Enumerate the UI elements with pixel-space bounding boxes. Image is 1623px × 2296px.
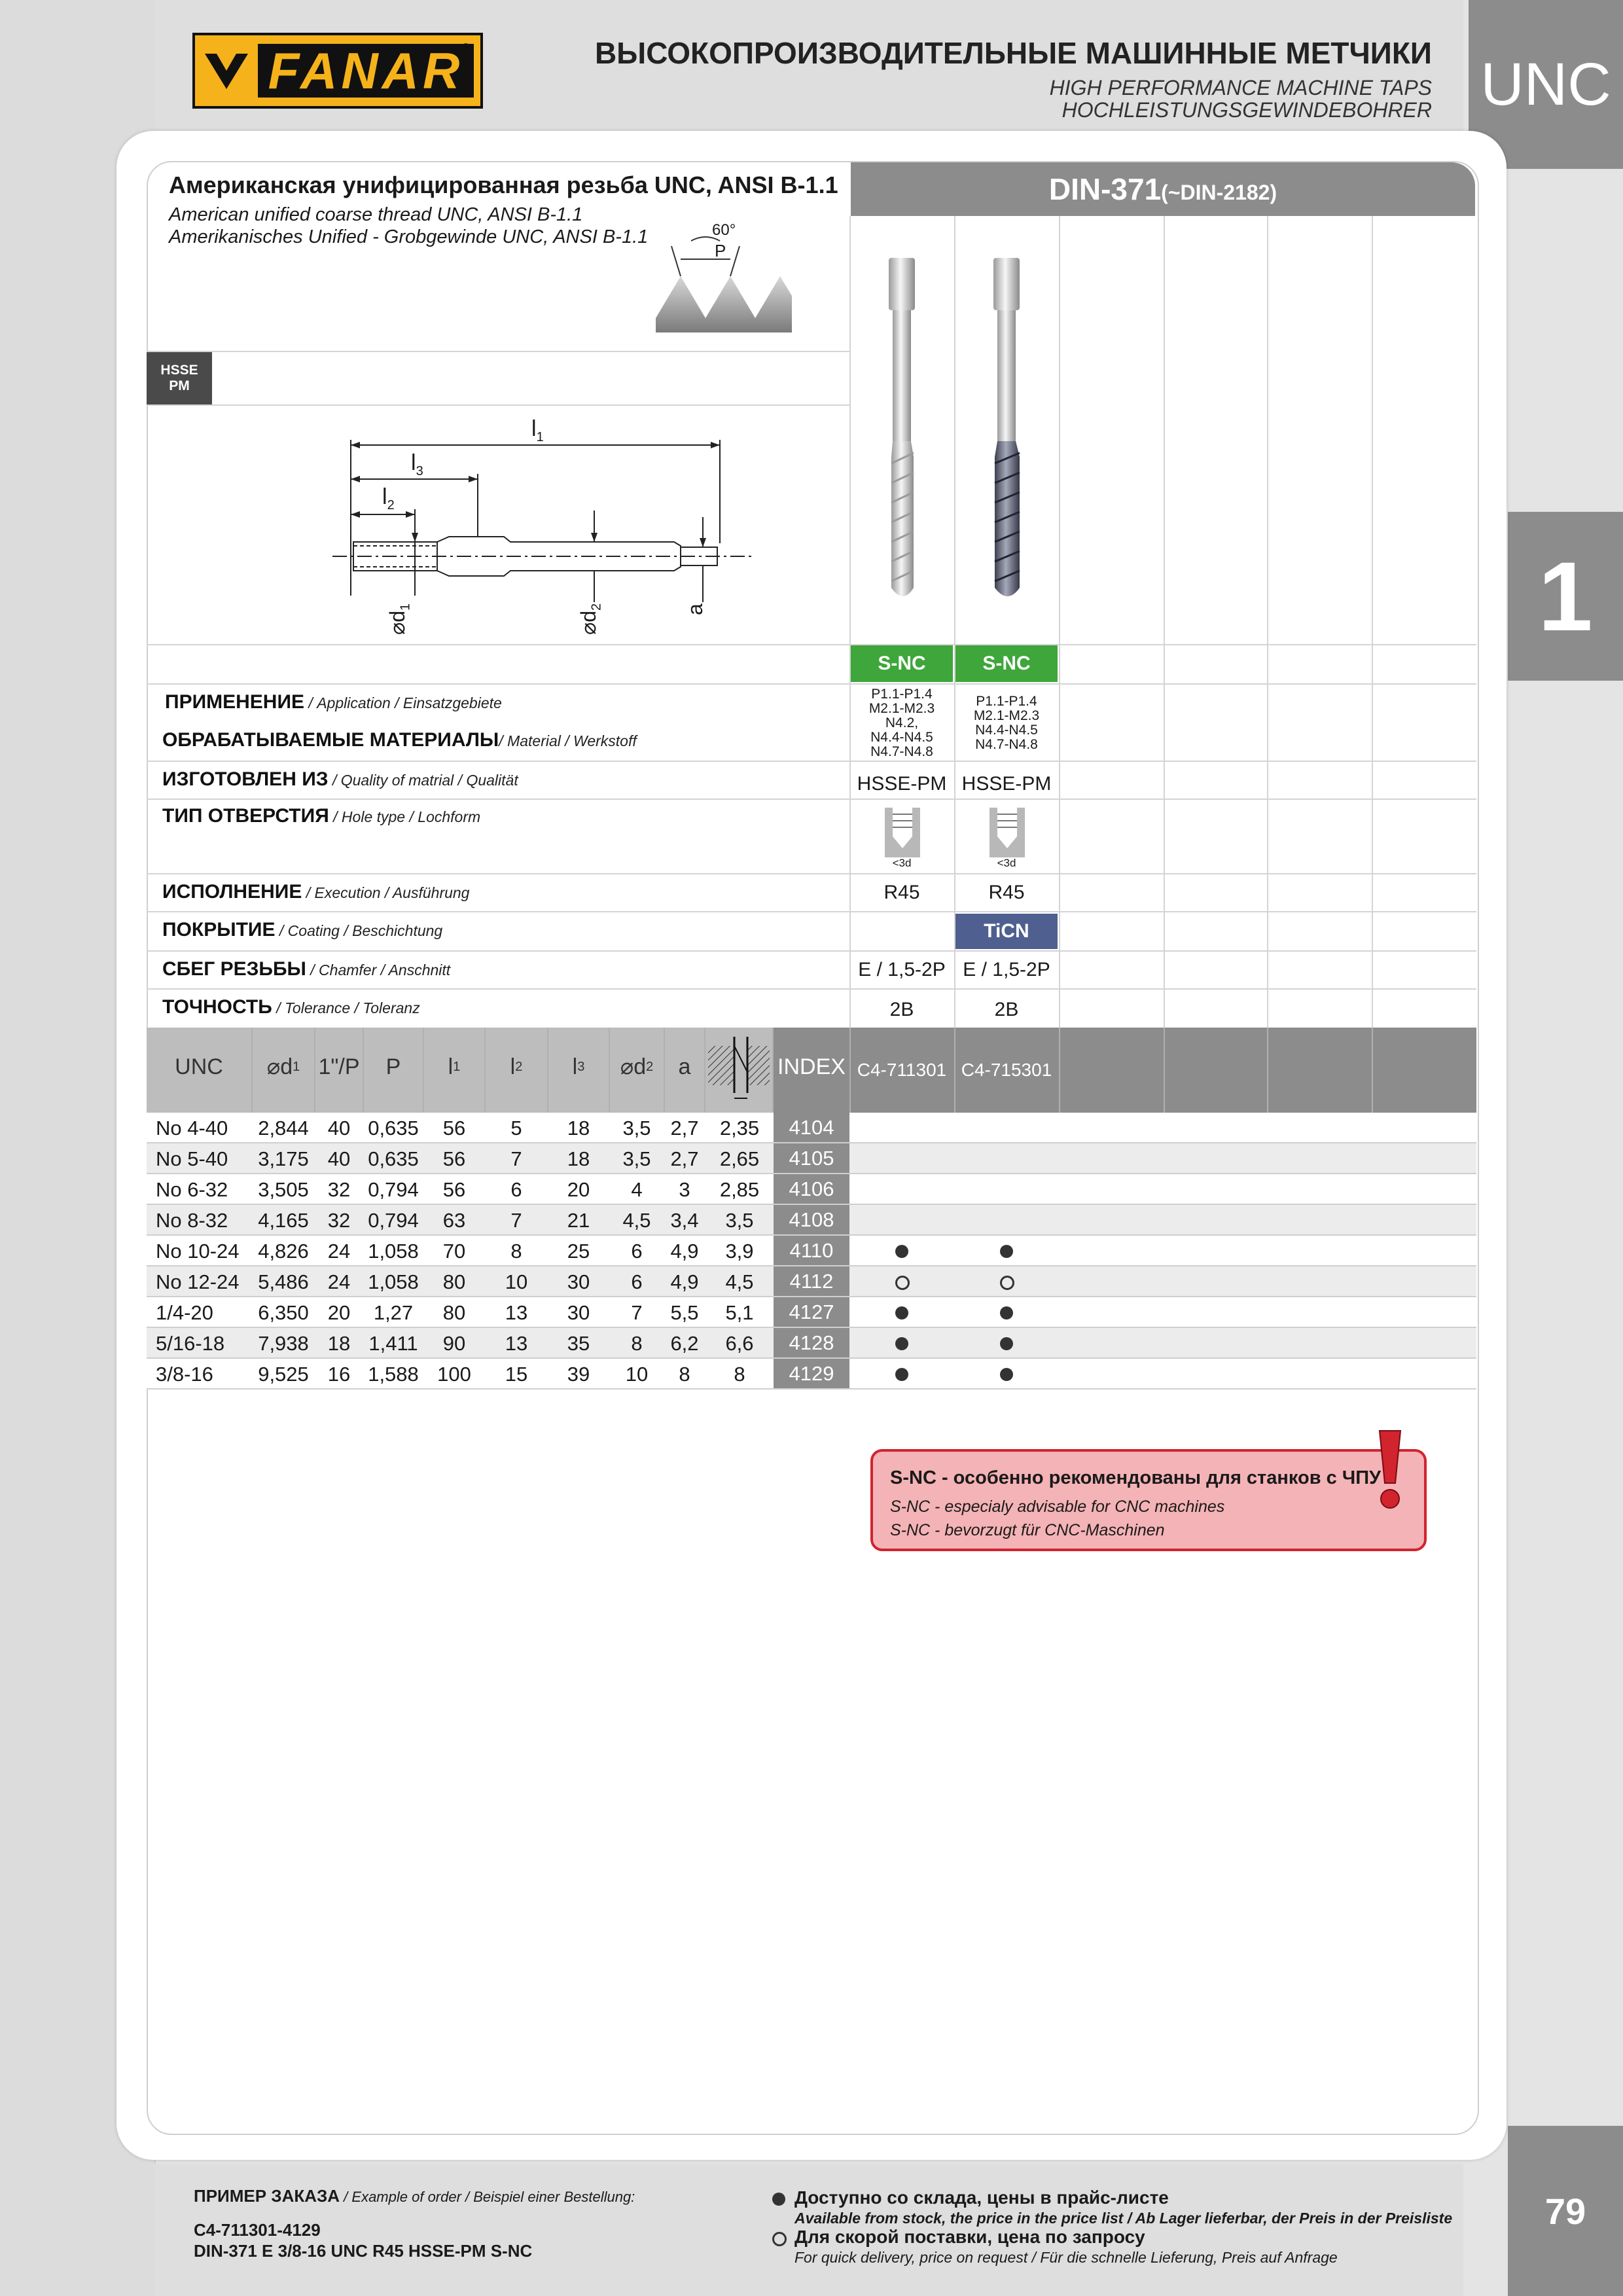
order-example-label: ПРИМЕР ЗАКАЗА / Example of order / Beispiel einer Bestellung:: [194, 2186, 635, 2206]
table-cell: 1,058: [368, 1239, 419, 1263]
material-badge: [147, 352, 212, 404]
table-cell: 4,5: [622, 1208, 651, 1232]
stock-dot-icon: [895, 1337, 908, 1350]
index-cell: 4106: [774, 1174, 849, 1204]
order-ring-icon: [772, 2232, 787, 2246]
material-badge-line1: HSSE: [160, 363, 198, 378]
divider: [147, 644, 1476, 645]
thread-pitch-label: P: [715, 241, 726, 260]
table-cell: No 8-32: [156, 1208, 228, 1232]
table-cell: 2,7: [670, 1147, 699, 1170]
table-cell: 24: [327, 1270, 351, 1293]
standard-header: [851, 162, 1475, 216]
table-cell: 3: [679, 1177, 690, 1201]
fanar-logo: [192, 33, 483, 109]
dim-a: a: [683, 603, 707, 615]
table-cell: 2,35: [719, 1116, 760, 1139]
divider: [1164, 216, 1165, 1028]
table-cell: 4: [631, 1177, 643, 1201]
divider: [147, 911, 1476, 912]
table-cell: 5,5: [670, 1300, 699, 1324]
table-cell: 3,505: [258, 1177, 309, 1201]
divider: [147, 351, 851, 352]
table-cell: 56: [442, 1147, 466, 1170]
prop-quality: ИЗГОТОВЛЕН ИЗ / Quality of matrial / Qualität: [162, 768, 518, 790]
table-cell: 30: [567, 1270, 590, 1293]
table-cell: 39: [567, 1362, 590, 1386]
table-cell: 18: [567, 1147, 590, 1170]
table-cell: 0,635: [368, 1116, 419, 1139]
standard-alt: (~DIN-2182): [1161, 180, 1277, 204]
table-cell: 10: [505, 1270, 528, 1293]
tap-dimension-drawing: [327, 412, 759, 635]
table-cell: 8: [510, 1239, 522, 1263]
table-cell: 2,65: [719, 1147, 760, 1170]
stock-dot-icon: [1000, 1245, 1013, 1258]
table-cell: 18: [327, 1331, 351, 1355]
table-cell: 0,635: [368, 1147, 419, 1170]
prop-execution: ИСПОЛНЕНИЕ / Execution / Ausführung: [162, 881, 470, 903]
table-cell: 1,058: [368, 1270, 419, 1293]
tool-2-material: HSSE-PM: [961, 773, 1052, 795]
table-cell: 7: [510, 1147, 522, 1170]
table-cell: 6: [631, 1270, 643, 1293]
table-cell: 8: [734, 1362, 745, 1386]
col-header-5: l 2: [510, 1054, 523, 1079]
divider: [1059, 216, 1060, 1028]
prop-tolerance: ТОЧНОСТЬ / Tolerance / Toleranz: [162, 996, 420, 1018]
tap-image-bright: [877, 254, 929, 607]
table-cell: 90: [442, 1331, 466, 1355]
tool-2-code: C4-715301: [961, 1060, 1052, 1080]
table-cell: 0,794: [368, 1177, 419, 1201]
table-cell: 6,6: [725, 1331, 754, 1355]
table-cell: 4,9: [670, 1239, 699, 1263]
table-cell: 6,2: [670, 1331, 699, 1355]
dim-l1: $l_1$: [531, 416, 544, 444]
divider: [147, 988, 1476, 990]
index-cell: 4108: [774, 1205, 849, 1234]
divider: [1267, 216, 1268, 1028]
thread-angle: 60°: [712, 221, 736, 239]
table-cell: 4,165: [258, 1208, 309, 1232]
table-cell: 4,826: [258, 1239, 309, 1263]
table-cell: 7: [510, 1208, 522, 1232]
table-cell: 3,5: [622, 1116, 651, 1139]
table-cell: 13: [505, 1331, 528, 1355]
table-cell: 80: [442, 1300, 466, 1324]
stock-dot-icon: [1000, 1337, 1013, 1350]
dim-l2: $l_2$: [382, 484, 395, 512]
table-cell: 9,525: [258, 1362, 309, 1386]
table-cell: 35: [567, 1331, 590, 1355]
tool-2-tolerance: 2B: [994, 999, 1019, 1020]
table-cell: 3,5: [725, 1208, 754, 1232]
table-cell: 5,486: [258, 1270, 309, 1293]
logo-registered: ®: [460, 41, 471, 57]
table-cell: 16: [327, 1362, 351, 1386]
thread-title-en: American unified coarse thread UNC, ANSI B-1.1: [169, 204, 583, 225]
col-header-1: ⌀d 1: [266, 1054, 300, 1079]
table-cell: 2,844: [258, 1116, 309, 1139]
prop-chamfer: СБЕГ РЕЗЬБЫ / Chamfer / Anschnitt: [162, 958, 451, 980]
table-cell: 20: [327, 1300, 351, 1324]
table-cell: 8: [679, 1362, 690, 1386]
stock-dot-icon: [895, 1306, 908, 1319]
prop-application: ПРИМЕНЕНИЕ / Application / Einsatzgebiete: [165, 691, 502, 713]
tool-2-coating: TiCN: [955, 914, 1058, 949]
note-en: S-NC - especialy advisable for CNC machines: [890, 1498, 1225, 1516]
table-cell: 24: [327, 1239, 351, 1263]
index-cell: 4112: [774, 1266, 849, 1296]
tool-1-material: HSSE-PM: [857, 773, 947, 795]
tool-1-application: P1.1-P1.4 M2.1-M2.3 N4.2, N4.4-N4.5 N4.7-N4.8: [868, 687, 935, 759]
thread-tab: UNC: [1469, 0, 1623, 169]
tool-2-execution: R45: [988, 882, 1025, 903]
legend-stock-en: Available from stock, the price in the price list / Ab Lager lieferbar, der Preis in der Preisliste: [794, 2210, 1453, 2227]
table-cell: 7,938: [258, 1331, 309, 1355]
table-cell: No 5-40: [156, 1147, 228, 1170]
dim-l3: $l_3$: [411, 450, 423, 478]
note-de: S-NC - bevorzugt für CNC-Maschinen: [890, 1521, 1165, 1539]
divider: [147, 761, 1476, 762]
table-cell: No 12-24: [156, 1270, 240, 1293]
table-cell: No 10-24: [156, 1239, 240, 1263]
tool-type-badge-1: S-NC: [851, 645, 953, 682]
thread-title-ru: Американская унифицированная резьба UNC, ANSI B-1.1: [169, 171, 838, 198]
table-cell: 5,1: [725, 1300, 754, 1324]
table-cell: 2,7: [670, 1116, 699, 1139]
header-title-de: HOCHLEISTUNGSGEWINDEBOHRER: [1061, 98, 1432, 122]
table-cell: 7: [631, 1300, 643, 1324]
tool-1-code: C4-711301: [857, 1060, 947, 1080]
prop-material: ОБРАБАТЫВАЕМЫЕ МАТЕРИАЛЫ/ Material / Werkstoff: [162, 729, 637, 751]
order-ring-icon: [895, 1276, 910, 1290]
table-cell: 40: [327, 1147, 351, 1170]
dim-d2: $⌀d_2$: [577, 603, 604, 635]
legend-stock-ru: Доступно со склада, цены в прайс-листе: [794, 2187, 1169, 2208]
index-cell: 4110: [774, 1236, 849, 1265]
tap-image-ticn: [982, 254, 1034, 607]
table-cell: 32: [327, 1208, 351, 1232]
table-cell: 3,5: [622, 1147, 651, 1170]
table-cell: 63: [442, 1208, 466, 1232]
index-cell: 4129: [774, 1359, 849, 1388]
header-title-ru: ВЫСОКОПРОИЗВОДИТЕЛЬНЫЕ МАШИННЫЕ МЕТЧИКИ: [594, 36, 1432, 70]
table-cell: 6: [631, 1239, 643, 1263]
table-cell: 56: [442, 1116, 466, 1139]
index-cell: 4127: [774, 1297, 849, 1327]
blind-hole-icon: [988, 806, 1026, 859]
divider: [147, 683, 1476, 685]
order-example-spec: DIN-371 E 3/8-16 UNC R45 HSSE-PM S-NC: [194, 2241, 533, 2261]
table-cell: 1/4-20: [156, 1300, 213, 1324]
stock-dot-icon: [1000, 1368, 1013, 1381]
standard-main: DIN-371: [1048, 172, 1162, 206]
table-cell: 30: [567, 1300, 590, 1324]
table-cell: 1,588: [368, 1362, 419, 1386]
col-header-10: INDEX: [777, 1054, 846, 1079]
tool-1-hole-depth: <3d: [892, 857, 912, 869]
legend-order-en: For quick delivery, price on request / Für die schnelle Lieferung, Preis auf Anfrage: [794, 2249, 1338, 2266]
page-number: 79: [1508, 2126, 1623, 2296]
table-cell: 2,85: [719, 1177, 760, 1201]
col-header-0: UNC: [175, 1054, 223, 1079]
table-cell: 13: [505, 1300, 528, 1324]
table-cell: 20: [567, 1177, 590, 1201]
table-cell: 15: [505, 1362, 528, 1386]
divider: [1372, 216, 1373, 1028]
col-header-6: l 3: [572, 1054, 585, 1079]
stock-dot-icon: [895, 1245, 908, 1258]
table-cell: 5/16-18: [156, 1331, 225, 1355]
blind-hole-icon: [883, 806, 921, 859]
tool-1-chamfer: E / 1,5-2P: [858, 959, 946, 980]
order-example-code: C4-711301-4129: [194, 2220, 321, 2240]
tool-type-badge-2: S-NC: [955, 645, 1058, 682]
index-cell: 4105: [774, 1143, 849, 1173]
divider: [147, 873, 1476, 874]
table-cell: 4,9: [670, 1270, 699, 1293]
stock-dot-icon: [895, 1368, 908, 1381]
index-cell: 4128: [774, 1328, 849, 1357]
thread-depth-icon: [705, 1033, 772, 1106]
tool-2-hole-depth: <3d: [997, 857, 1016, 869]
table-cell: 56: [442, 1177, 466, 1201]
tool-2-chamfer: E / 1,5-2P: [963, 959, 1050, 980]
table-cell: 1,411: [368, 1331, 418, 1355]
tool-2-application: P1.1-P1.4 M2.1-M2.3 N4.4-N4.5 N4.7-N4.8: [973, 694, 1040, 752]
prop-coating: ПОКРЫТИЕ / Coating / Beschichtung: [162, 919, 443, 941]
col-header-8: a: [678, 1054, 691, 1079]
table-cell: 5: [510, 1116, 522, 1139]
table-cell: 3/8-16: [156, 1362, 213, 1386]
col-header-4: l 1: [448, 1054, 461, 1079]
table-cell: 70: [442, 1239, 466, 1263]
header-title-en: HIGH PERFORMANCE MACHINE TAPS: [1049, 76, 1432, 99]
cnc-note: [870, 1449, 1427, 1551]
table-cell: 8: [631, 1331, 643, 1355]
table-cell: 32: [327, 1177, 351, 1201]
table-cell: 3,175: [258, 1147, 309, 1170]
stock-dot-icon: [772, 2193, 785, 2206]
table-cell: 80: [442, 1270, 466, 1293]
table-cell: 6,350: [258, 1300, 309, 1324]
stock-dot-icon: [1000, 1306, 1013, 1319]
exclamation-icon: [1374, 1428, 1407, 1513]
logo-wordmark: FANAR: [258, 44, 474, 98]
table-cell: 21: [567, 1208, 590, 1232]
legend-order-ru: Для скорой поставки, цена по запросу: [794, 2227, 1145, 2247]
order-ring-icon: [1000, 1276, 1014, 1290]
material-badge-line2: PM: [169, 378, 190, 393]
table-cell: No 6-32: [156, 1177, 228, 1201]
divider: [147, 404, 851, 406]
tool-1-tolerance: 2B: [889, 999, 914, 1020]
table-cell: 18: [567, 1116, 590, 1139]
prop-hole-type: ТИП ОТВЕРСТИЯ / Hole type / Lochform: [162, 805, 481, 827]
section-tab: 1: [1508, 512, 1623, 681]
note-ru: S-NC - особенно рекомендованы для станков с ЧПУ: [890, 1467, 1382, 1488]
col-header-7: ⌀d 2: [620, 1054, 654, 1079]
table-cell: 40: [327, 1116, 351, 1139]
table-cell: 6: [510, 1177, 522, 1201]
index-cell: 4104: [774, 1113, 849, 1142]
table-cell: 3,9: [725, 1239, 754, 1263]
dim-d1: $⌀d_1$: [385, 603, 413, 635]
tool-1-execution: R45: [883, 882, 920, 903]
table-cell: 4,5: [725, 1270, 754, 1293]
divider: [147, 950, 1476, 952]
table-cell: 25: [567, 1239, 590, 1263]
divider: [147, 798, 1476, 800]
table-cell: No 4-40: [156, 1116, 228, 1139]
col-header-2: 1"/P: [318, 1054, 360, 1079]
table-cell: 3,4: [670, 1208, 699, 1232]
logo-v-mark-icon: [195, 35, 258, 106]
table-cell: 10: [625, 1362, 649, 1386]
table-cell: 1,27: [373, 1300, 414, 1324]
thread-title-de: Amerikanisches Unified - Grobgewinde UNC, ANSI B-1.1: [169, 226, 649, 247]
table-cell: 100: [437, 1362, 471, 1386]
table-cell: 0,794: [368, 1208, 419, 1232]
col-header-3: P: [385, 1054, 401, 1079]
